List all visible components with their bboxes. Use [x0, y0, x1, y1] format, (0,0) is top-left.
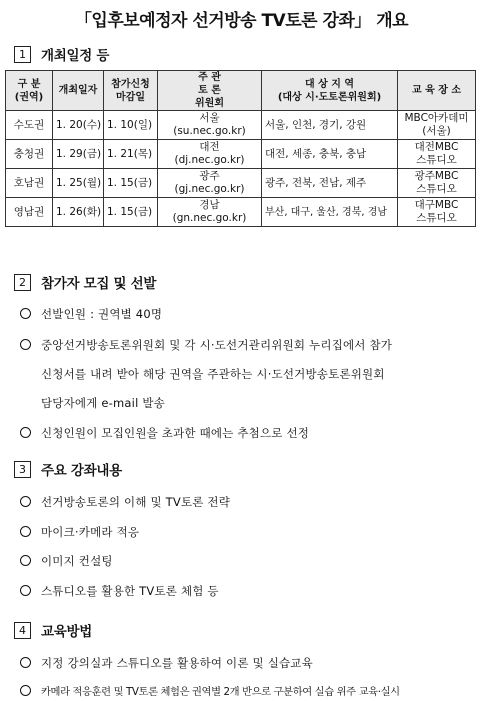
section-title: 개최일정 등: [41, 48, 110, 64]
document-title: 「입후보예정자 선거방송 TV토론 강좌」 개요: [74, 11, 409, 31]
list-item: [20, 425, 309, 441]
circle-bullet-icon: [20, 685, 31, 696]
bullet-text: 신청인원이 모집인원을 초과한 때에는 추첨으로 선정: [41, 426, 310, 440]
cell-region: 영남권: [6, 198, 53, 227]
header-deadline: 참가신청 마감일: [104, 71, 158, 111]
circle-bullet-icon: [20, 427, 31, 438]
bullet-text: 마이크·카메라 적응: [41, 525, 140, 539]
list-item: [20, 553, 113, 569]
cell-deadline: 1. 10(일): [104, 111, 158, 140]
bullet-text: 선거방송토론의 이해 및 TV토론 전략: [41, 495, 231, 509]
section-2-heading: [14, 272, 156, 292]
cell-committee: 경남 (gn.nec.go.kr): [158, 198, 262, 227]
circle-bullet-icon: [20, 555, 31, 566]
list-item: [20, 683, 400, 698]
cell-deadline: 1. 21(목): [104, 140, 158, 169]
bullet-text: 스튜디오를 활용한 TV토론 체험 등: [41, 584, 219, 598]
table-row: [6, 140, 476, 169]
bullet-text: 지정 강의실과 스튜디오를 활용하여 이론 및 실습교육: [41, 656, 313, 670]
circle-bullet-icon: [20, 308, 31, 319]
bullet-continuation: 담당자에게 e-mail 발송: [41, 396, 165, 410]
cell-committee: 대전 (dj.nec.go.kr): [158, 140, 262, 169]
bullet-text: 중앙선거방송토론위원회 및 각 시·도선거관리위원회 누리집에서 참가: [41, 338, 393, 352]
header-venue: 교 육 장 소: [398, 71, 476, 111]
cell-region: 호남권: [6, 169, 53, 198]
cell-region: 수도권: [6, 111, 53, 140]
list-item: [20, 306, 162, 322]
section-number: 2: [14, 274, 31, 291]
circle-bullet-icon: [20, 339, 31, 350]
list-item: [20, 583, 219, 599]
section-title: 참가자 모집 및 선발: [41, 276, 157, 292]
list-item: [20, 337, 392, 353]
cell-committee: 광주 (gj.nec.go.kr): [158, 169, 262, 198]
circle-bullet-icon: [20, 526, 31, 537]
section-number: 4: [14, 622, 31, 639]
header-region: 구 분 (권역): [6, 71, 53, 111]
cell-areas: 대전, 세종, 충북, 충남: [262, 140, 398, 169]
section-number: 1: [14, 46, 31, 63]
cell-areas: 서울, 인천, 경기, 강원: [262, 111, 398, 140]
cell-committee: 서울 (su.nec.go.kr): [158, 111, 262, 140]
table-row: [6, 198, 476, 227]
cell-venue: 광주MBC 스튜디오: [398, 169, 476, 198]
list-item: [20, 655, 313, 671]
cell-venue: 대전MBC 스튜디오: [398, 140, 476, 169]
cell-region: 충청권: [6, 140, 53, 169]
cell-date: 1. 25(월): [53, 169, 104, 198]
header-committee: 주 관 토 론 위원회: [158, 71, 262, 111]
cell-date: 1. 29(금): [53, 140, 104, 169]
bullet-text: 이미지 컨설팅: [41, 554, 113, 568]
bullet-text: 카메라 적응훈련 및 TV토론 체험은 권역별 2개 반으로 구분하여 실습 위주 교육·실시: [41, 686, 400, 698]
cell-date: 1. 20(수): [53, 111, 104, 140]
list-item: [20, 524, 139, 540]
bullet-text: 선발인원 : 권역별 40명: [41, 307, 163, 321]
cell-date: 1. 26(화): [53, 198, 104, 227]
section-title: 주요 강좌내용: [41, 463, 122, 479]
cell-areas: 광주, 전북, 전남, 제주: [262, 169, 398, 198]
section-number: 3: [14, 461, 31, 478]
schedule-table: [5, 70, 476, 227]
bullet-continuation: 신청서를 내려 받아 해당 권역을 주관하는 시·도선거방송토론위원회: [41, 367, 385, 381]
table-header-row: [6, 71, 476, 111]
list-item: [20, 494, 230, 510]
cell-venue: MBC아카데미 (서울): [398, 111, 476, 140]
section-1-heading: [14, 44, 109, 64]
cell-deadline: 1. 15(금): [104, 169, 158, 198]
circle-bullet-icon: [20, 496, 31, 507]
section-4-heading: [14, 620, 92, 640]
section-title: 교육방법: [41, 624, 92, 640]
header-areas: 대 상 지 역 (대상 시·도토론위원회): [262, 71, 398, 111]
cell-areas: 부산, 대구, 울산, 경북, 경남: [262, 198, 398, 227]
cell-deadline: 1. 15(금): [104, 198, 158, 227]
table-row: [6, 169, 476, 198]
table-row: [6, 111, 476, 140]
circle-bullet-icon: [20, 585, 31, 596]
cell-venue: 대구MBC 스튜디오: [398, 198, 476, 227]
header-date: 개최일자: [53, 71, 104, 111]
section-3-heading: [14, 459, 122, 479]
circle-bullet-icon: [20, 657, 31, 668]
